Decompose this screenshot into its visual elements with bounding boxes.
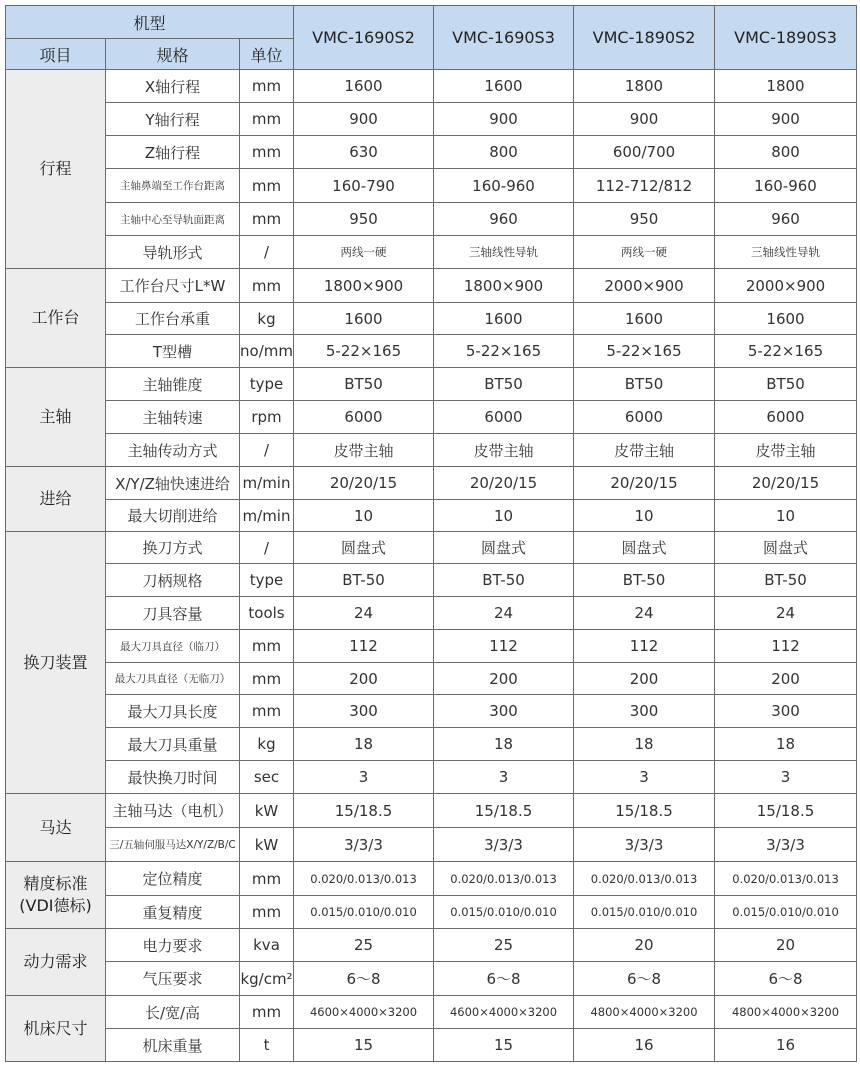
table-row [6, 169, 857, 203]
spec-value: 1800×900 [434, 269, 574, 303]
spec-value: BT-50 [715, 564, 857, 597]
spec-name: 机床重量 [106, 1029, 240, 1062]
spec-value: BT-50 [434, 564, 574, 597]
spec-unit: m/min [240, 467, 294, 500]
spec-value: 0.015/0.010/0.010 [574, 896, 715, 929]
spec-value: 15 [294, 1029, 434, 1062]
spec-value: 18 [574, 728, 715, 761]
table-row [6, 862, 857, 896]
spec-header: 规格 [106, 39, 240, 70]
spec-value: 4600×4000×3200 [294, 996, 434, 1029]
spec-value: 三轴线性导轨 [715, 236, 857, 269]
spec-unit: mm [240, 996, 294, 1029]
table-row [6, 929, 857, 962]
spec-unit: mm [240, 203, 294, 236]
spec-value: 20 [715, 929, 857, 962]
group-label [6, 929, 106, 996]
model-column-2: VMC-1690S3 [434, 6, 574, 70]
spec-name: T型槽 [106, 335, 240, 368]
spec-value: 6000 [715, 401, 857, 434]
spec-value: BT50 [574, 368, 715, 401]
table-row [6, 828, 857, 862]
group-label [6, 70, 106, 269]
spec-value: 三轴线性导轨 [434, 236, 574, 269]
group-label [6, 532, 106, 794]
spec-value: 4800×4000×3200 [574, 996, 715, 1029]
spec-name: 三/五轴伺服马达X/Y/Z/B/C [106, 828, 240, 862]
spec-value: BT50 [715, 368, 857, 401]
spec-name: 主轴转速 [106, 401, 240, 434]
spec-value: 5-22×165 [574, 335, 715, 368]
spec-name: 换刀方式 [106, 532, 240, 564]
spec-name: 长/宽/高 [106, 996, 240, 1029]
spec-value: BT50 [294, 368, 434, 401]
spec-value: 3/3/3 [574, 828, 715, 862]
spec-value: 1600 [715, 303, 857, 335]
spec-value: 6～8 [715, 962, 857, 996]
spec-value: 0.015/0.010/0.010 [434, 896, 574, 929]
spec-name: 重复精度 [106, 896, 240, 929]
spec-unit: mm [240, 663, 294, 695]
spec-table [5, 5, 857, 1062]
table-row [6, 728, 857, 761]
spec-unit: mm [240, 695, 294, 728]
spec-value: 900 [574, 103, 715, 136]
spec-unit: / [240, 236, 294, 269]
spec-unit: kg [240, 303, 294, 335]
spec-value: 2000×900 [574, 269, 715, 303]
spec-value: 6～8 [294, 962, 434, 996]
spec-value: 18 [715, 728, 857, 761]
spec-name: 主轴传动方式 [106, 434, 240, 467]
spec-value: 3/3/3 [434, 828, 574, 862]
spec-value: 160-960 [715, 169, 857, 203]
group-label-text: 主轴 [39, 407, 72, 426]
model-header: 机型 [6, 6, 294, 39]
table-row [6, 564, 857, 597]
spec-value: 18 [434, 728, 574, 761]
spec-value: 800 [715, 136, 857, 169]
group-label-text: 精度标准 [23, 874, 88, 893]
spec-value: 4800×4000×3200 [715, 996, 857, 1029]
spec-value: 950 [574, 203, 715, 236]
spec-value: 24 [574, 597, 715, 630]
spec-value: 300 [715, 695, 857, 728]
spec-name: 最大刀具直径（临刀） [106, 630, 240, 663]
spec-value: 18 [294, 728, 434, 761]
spec-unit: / [240, 532, 294, 564]
spec-value: 0.020/0.013/0.013 [294, 862, 434, 896]
spec-value: 20/20/15 [434, 467, 574, 500]
spec-value: 16 [715, 1029, 857, 1062]
spec-unit: m/min [240, 500, 294, 532]
table-row [6, 1029, 857, 1062]
spec-value: 3 [574, 761, 715, 794]
spec-table-body [6, 70, 857, 1062]
spec-value: 15 [434, 1029, 574, 1062]
spec-value: 1800 [715, 70, 857, 103]
group-label-text: 马达 [39, 817, 72, 837]
group-label-text: (VDI德标) [19, 896, 92, 915]
spec-value: 160-790 [294, 169, 434, 203]
spec-unit: / [240, 434, 294, 467]
spec-value: 960 [715, 203, 857, 236]
spec-unit: type [240, 368, 294, 401]
spec-value: 15/18.5 [294, 794, 434, 828]
spec-value: 300 [294, 695, 434, 728]
group-label-text: 进给 [39, 489, 72, 508]
spec-value: 3 [434, 761, 574, 794]
spec-value: 112 [294, 630, 434, 663]
spec-unit: type [240, 564, 294, 597]
spec-name: 主轴锥度 [106, 368, 240, 401]
table-row [6, 896, 857, 929]
table-row [6, 203, 857, 236]
spec-name: 最大切削进给 [106, 500, 240, 532]
spec-value: 900 [434, 103, 574, 136]
spec-unit: mm [240, 169, 294, 203]
spec-value: BT-50 [294, 564, 434, 597]
spec-value: 6000 [434, 401, 574, 434]
spec-name: 刀柄规格 [106, 564, 240, 597]
group-label-text: 机床尺寸 [23, 1018, 88, 1038]
spec-value: 0.020/0.013/0.013 [574, 862, 715, 896]
table-row [6, 368, 857, 401]
spec-value: 4600×4000×3200 [434, 996, 574, 1029]
spec-value: 112 [434, 630, 574, 663]
spec-name: 导轨形式 [106, 236, 240, 269]
spec-value: 10 [574, 500, 715, 532]
spec-unit: kW [240, 828, 294, 862]
table-row [6, 962, 857, 996]
spec-value: 1600 [294, 70, 434, 103]
spec-name: Z轴行程 [106, 136, 240, 169]
spec-name: X轴行程 [106, 70, 240, 103]
spec-value: 1800 [574, 70, 715, 103]
spec-value: 圆盘式 [715, 532, 857, 564]
spec-value: 15/18.5 [574, 794, 715, 828]
spec-unit: kg/cm² [240, 962, 294, 996]
spec-name: 最快换刀时间 [106, 761, 240, 794]
spec-value: 3 [715, 761, 857, 794]
group-label [6, 269, 106, 368]
spec-value: 圆盘式 [574, 532, 715, 564]
spec-unit: mm [240, 896, 294, 929]
table-row [6, 401, 857, 434]
spec-unit: kg [240, 728, 294, 761]
spec-value: 皮带主轴 [434, 434, 574, 467]
spec-value: 10 [434, 500, 574, 532]
spec-value: 5-22×165 [434, 335, 574, 368]
item-header: 项目 [6, 39, 106, 70]
spec-name: 主轴鼻端至工作台距离 [106, 169, 240, 203]
spec-unit: kva [240, 929, 294, 962]
spec-value: 1600 [434, 70, 574, 103]
table-row [6, 136, 857, 169]
spec-value: 1600 [574, 303, 715, 335]
table-row [6, 236, 857, 269]
spec-value: 900 [294, 103, 434, 136]
spec-value: 1600 [294, 303, 434, 335]
spec-value: 25 [294, 929, 434, 962]
spec-value: 24 [434, 597, 574, 630]
group-label-text: 行程 [39, 159, 72, 178]
table-row [6, 761, 857, 794]
spec-name: 最大刀具直径（无临刀） [106, 663, 240, 695]
model-column-3: VMC-1890S2 [574, 6, 715, 70]
group-label [6, 368, 106, 467]
spec-unit: mm [240, 136, 294, 169]
spec-value: 20/20/15 [715, 467, 857, 500]
spec-value: 300 [434, 695, 574, 728]
spec-value: 3/3/3 [294, 828, 434, 862]
spec-value: 6～8 [434, 962, 574, 996]
spec-value: 0.015/0.010/0.010 [715, 896, 857, 929]
spec-name: 定位精度 [106, 862, 240, 896]
spec-value: 112 [715, 630, 857, 663]
spec-value: 5-22×165 [294, 335, 434, 368]
table-row [6, 269, 857, 303]
table-row [6, 467, 857, 500]
group-label-text: 换刀装置 [23, 652, 88, 672]
spec-unit: kW [240, 794, 294, 828]
spec-value: 112 [574, 630, 715, 663]
table-row [6, 303, 857, 335]
spec-value: 15/18.5 [715, 794, 857, 828]
spec-value: 960 [434, 203, 574, 236]
spec-unit: mm [240, 103, 294, 136]
spec-value: 圆盘式 [294, 532, 434, 564]
spec-value: 皮带主轴 [294, 434, 434, 467]
group-label-text: 工作台 [31, 308, 80, 327]
spec-name: 气压要求 [106, 962, 240, 996]
spec-value: 2000×900 [715, 269, 857, 303]
table-row [6, 597, 857, 630]
spec-value: 3 [294, 761, 434, 794]
spec-value: 300 [574, 695, 715, 728]
table-row [6, 335, 857, 368]
spec-value: 5-22×165 [715, 335, 857, 368]
spec-unit: mm [240, 862, 294, 896]
spec-value: 10 [715, 500, 857, 532]
spec-value: 皮带主轴 [574, 434, 715, 467]
group-label [6, 862, 106, 929]
table-row [6, 794, 857, 828]
spec-value: 630 [294, 136, 434, 169]
spec-value: 24 [294, 597, 434, 630]
spec-unit: t [240, 1029, 294, 1062]
group-label [6, 467, 106, 532]
spec-value: BT-50 [574, 564, 715, 597]
spec-value: 24 [715, 597, 857, 630]
spec-unit: rpm [240, 401, 294, 434]
spec-value: 950 [294, 203, 434, 236]
spec-value: 200 [574, 663, 715, 695]
table-row [6, 434, 857, 467]
table-row [6, 103, 857, 136]
spec-value: 20/20/15 [574, 467, 715, 500]
spec-value: 25 [434, 929, 574, 962]
spec-value: 15/18.5 [434, 794, 574, 828]
spec-name: 主轴马达（电机） [106, 794, 240, 828]
spec-value: 6～8 [574, 962, 715, 996]
spec-value: 0.020/0.013/0.013 [434, 862, 574, 896]
spec-name: 最大刀具重量 [106, 728, 240, 761]
spec-value: 两线一硬 [294, 236, 434, 269]
spec-value: BT50 [434, 368, 574, 401]
group-label [6, 996, 106, 1062]
table-row [6, 532, 857, 564]
spec-value: 10 [294, 500, 434, 532]
table-row [6, 500, 857, 532]
spec-name: 主轴中心至导轨面距离 [106, 203, 240, 236]
spec-value: 200 [294, 663, 434, 695]
table-row [6, 630, 857, 663]
unit-header: 单位 [240, 39, 294, 70]
spec-value: 200 [715, 663, 857, 695]
spec-value: 1600 [434, 303, 574, 335]
spec-value: 6000 [574, 401, 715, 434]
table-row [6, 996, 857, 1029]
spec-value: 900 [715, 103, 857, 136]
spec-name: Y轴行程 [106, 103, 240, 136]
spec-value: 3/3/3 [715, 828, 857, 862]
spec-name: 电力要求 [106, 929, 240, 962]
spec-name: 工作台尺寸L*W [106, 269, 240, 303]
spec-value: 皮带主轴 [715, 434, 857, 467]
spec-unit: mm [240, 70, 294, 103]
spec-name: 刀具容量 [106, 597, 240, 630]
spec-unit: tools [240, 597, 294, 630]
spec-name: X/Y/Z轴快速进给 [106, 467, 240, 500]
spec-value: 200 [434, 663, 574, 695]
table-row [6, 695, 857, 728]
spec-unit: mm [240, 269, 294, 303]
group-label [6, 794, 106, 862]
spec-value: 两线一硬 [574, 236, 715, 269]
spec-value: 600/700 [574, 136, 715, 169]
spec-name: 工作台承重 [106, 303, 240, 335]
spec-unit: no/mm [240, 335, 294, 368]
spec-value: 20 [574, 929, 715, 962]
spec-value: 0.020/0.013/0.013 [715, 862, 857, 896]
model-column-1: VMC-1690S2 [294, 6, 434, 70]
spec-name: 最大刀具长度 [106, 695, 240, 728]
group-label-text: 动力需求 [23, 952, 88, 971]
spec-value: 160-960 [434, 169, 574, 203]
model-column-4: VMC-1890S3 [715, 6, 857, 70]
spec-value: 1800×900 [294, 269, 434, 303]
spec-unit: mm [240, 630, 294, 663]
spec-value: 16 [574, 1029, 715, 1062]
spec-value: 6000 [294, 401, 434, 434]
table-row [6, 70, 857, 103]
spec-value: 800 [434, 136, 574, 169]
spec-value: 圆盘式 [434, 532, 574, 564]
spec-value: 0.015/0.010/0.010 [294, 896, 434, 929]
table-row [6, 663, 857, 695]
spec-unit: sec [240, 761, 294, 794]
spec-value: 20/20/15 [294, 467, 434, 500]
spec-value: 112-712/812 [574, 169, 715, 203]
